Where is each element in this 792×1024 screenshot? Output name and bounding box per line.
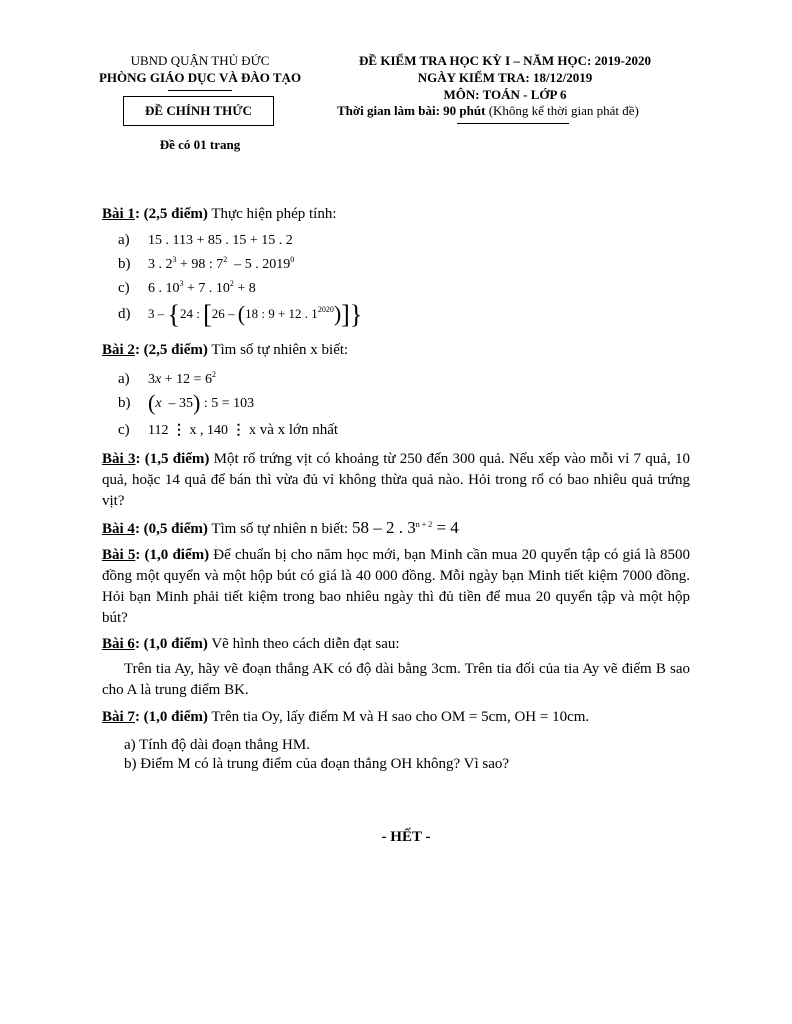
bai6-text: Vẽ hình theo cách diễn đạt sau:	[207, 636, 400, 652]
exam-title: ĐỀ KIỂM TRA HỌC KỲ I – NĂM HỌC: 2019-2020	[359, 53, 651, 68]
exam-date: NGÀY KIỂM TRA: 18/12/2019	[417, 70, 593, 85]
bai2-a: a) $3x + 12 = 6^2$	[118, 370, 217, 387]
bai1-a-expr: 15 . 113 + 85 . 15 + 15 . 2	[148, 233, 293, 248]
bai2-a-expr: $3x + 12 = 6^2$	[148, 370, 217, 387]
bai7-text: Trên tia Oy, lấy điểm M và H sao cho OM = 5cm, OH = 10cm.	[207, 709, 590, 725]
bai5-points: : (1,0 điểm)	[135, 547, 210, 563]
bai4-text: Tìm số tự nhiên n biết:	[207, 521, 352, 537]
bai2-c-expr: 112 ⋮ x , 140 ⋮ x	[148, 423, 256, 438]
bai5	[102, 545, 690, 629]
bai1-b: b) 3 . $2^3 + 98$ : $7^2 - 5$ . 2019$^0$	[118, 255, 295, 272]
bai4-expr: 58 – 2 . $3^{n + 2} = 4$	[351, 518, 459, 537]
bai2-c: c) 112 ⋮ x , 140 ⋮ x và x lớn nhất	[118, 422, 339, 438]
bai3-number: Bài 3	[102, 451, 136, 467]
bai1-c: c) 6 . $10^3 + 7$ . $10^2 + 8$	[118, 279, 256, 296]
bai3-points: : (1,5 điểm)	[135, 451, 210, 467]
bai5-text: Để chuẩn bị cho năm học mới, bạn Minh cần mua 20 quyển tập có giá là 8500 đồng một quyển và một hộp bút có giá là 40 000 đồng. Mỗi ngày bạn Minh tiết kiệm 7000 đồng. Hỏi bạn Minh phải tiết kiệm trong bao nhiêu ngày thì đủ tiền để mua 20 quyển tập và một hộp bút?	[102, 547, 690, 626]
bai2-b: b) (x – 35) : 5 = 103	[118, 390, 255, 415]
bai4-points: : (0,5 điểm)	[134, 521, 208, 537]
bai4-number: Bài 4	[102, 521, 135, 537]
bai6-points: : (1,0 điểm)	[134, 636, 208, 652]
bai1-text: Thực hiện phép tính:	[207, 206, 337, 222]
end-marker: - HẾT -	[381, 829, 431, 845]
page-count: Đề có 01 trang	[159, 137, 241, 152]
header-divider	[168, 90, 232, 91]
official-box	[123, 96, 274, 126]
bai7-title	[102, 707, 690, 728]
bai1-d: d) 3 – {24 : [26 – (18 : 9 + 12 . $1^{2020}$)]}	[118, 300, 363, 329]
header-right-divider	[457, 123, 569, 124]
bai1-c-expr: 6 . $10^3 + 7$ . $10^2 + 8$	[148, 279, 256, 296]
bai3-text: Một rổ trứng vịt có khoảng từ 250 đến 300 quả. Nếu xếp vào mỗi vỉ 7 quả, 10 quả, hoặc 14 quả để bán thì vừa đủ vỉ không thừa quả nào. Hỏi trong rổ có bao nhiêu quả trứng vịt?	[102, 451, 690, 509]
bai7-b: b) Điểm M có là trung điểm của đoạn thẳng OH không? Vì sao?	[124, 756, 510, 772]
header-left-line1: UBND QUẬN THỦ ĐỨC	[130, 53, 270, 68]
bai7-a: a) Tính độ dài đoạn thẳng HM.	[124, 737, 310, 753]
bai2-text: Tìm số tự nhiên x biết:	[207, 342, 349, 358]
header-left-line2: PHÒNG GIÁO DỤC VÀ ĐÀO TẠO	[98, 70, 302, 85]
exam-time	[337, 102, 682, 119]
bai1-b-expr: 3 . $2^3 + 98$ : $7^2 - 5$ . 2019$^0$	[148, 255, 295, 272]
exam-time-label: Thời gian làm bài: 90 phút	[337, 103, 486, 118]
bai2-b-expr: (x – 35) : 5 = 103	[148, 390, 255, 415]
bai3	[102, 449, 690, 512]
bai2-title	[102, 340, 690, 361]
bai2-points: : (2,5 điểm)	[134, 342, 208, 358]
exam-subject: MÔN: TOÁN - LỚP 6	[443, 87, 567, 102]
bai1-number: Bài 1	[102, 206, 135, 222]
bai6-body: Trên tia Ay, hãy vẽ đoạn thẳng AK có độ dài bằng 3cm. Trên tia đối của tia Ay vẽ điểm B sao cho A là trung điểm BK.	[102, 661, 690, 698]
bai5-number: Bài 5	[102, 547, 136, 563]
exam-time-note: (Không kể thời gian phát đề)	[485, 103, 639, 118]
bai1-d-expr: 3 – {24 : [26 – (18 : 9 + 12 . $1^{2020}$)]}	[148, 300, 363, 329]
bai1-points: : (2,5 điểm)	[134, 206, 208, 222]
official-label: ĐỀ CHÍNH THỨC	[145, 103, 252, 118]
bai7-number: Bài 7	[102, 709, 135, 725]
bai7-points: : (1,0 điểm)	[134, 709, 208, 725]
bai4	[102, 517, 690, 540]
bai6-number: Bài 6	[102, 636, 135, 652]
bai1-a: a) 15 . 113 + 85 . 15 + 15 . 2	[118, 232, 293, 248]
bai2-number: Bài 2	[102, 342, 135, 358]
bai2-c-text: và x lớn nhất	[255, 422, 339, 438]
bai1-title	[102, 204, 690, 225]
bai6-title	[102, 634, 690, 655]
